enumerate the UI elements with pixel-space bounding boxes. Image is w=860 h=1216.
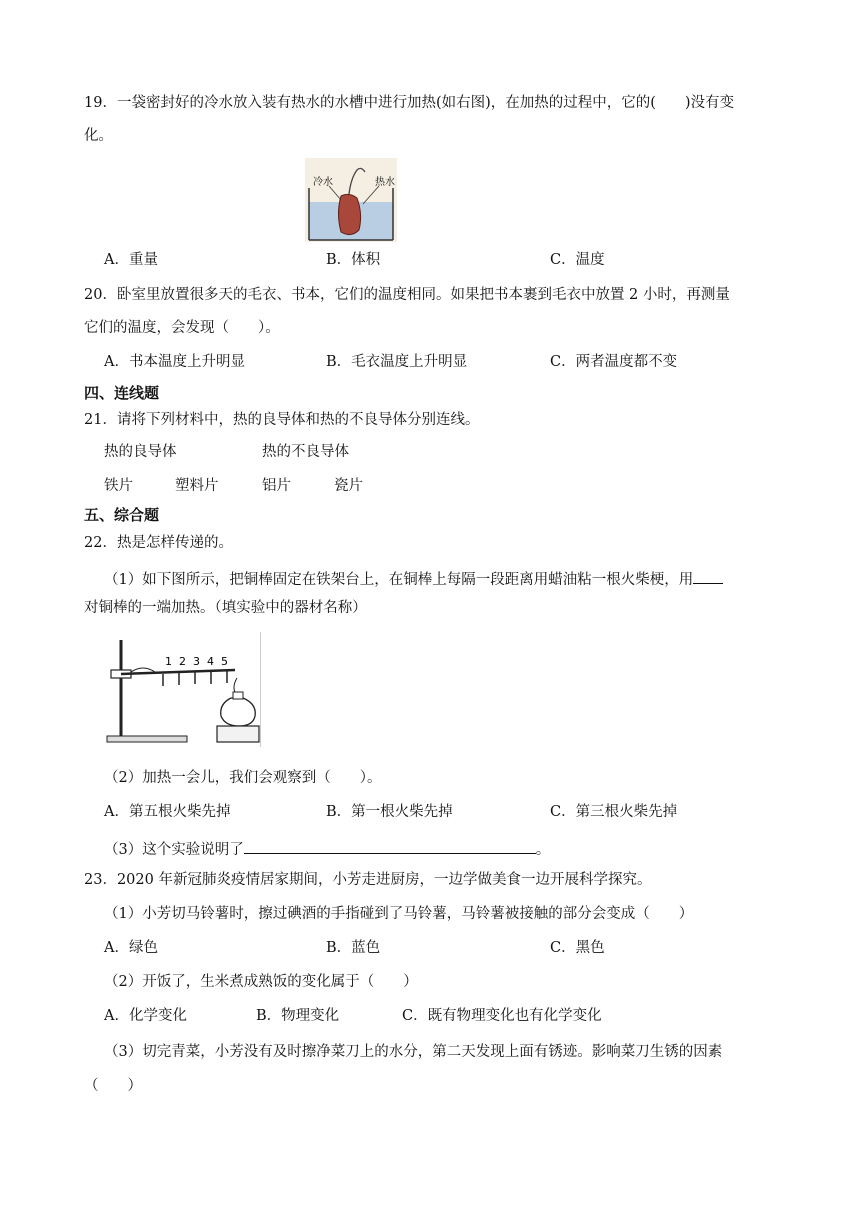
q19-option-b[interactable]: B．体积 bbox=[326, 252, 381, 268]
label-hot-water: 热水 bbox=[375, 177, 395, 188]
match-number-3: 3 bbox=[193, 655, 200, 668]
q20-stem-line1: 20．卧室里放置很多天的毛衣、书本，它们的温度相同。如果把书本裹到毛衣中放置 2 小时，再测量 bbox=[84, 287, 730, 303]
match-number-2: 2 bbox=[179, 655, 186, 668]
match-number-5: 5 bbox=[221, 655, 228, 668]
q22-stem: 22．热是怎样传递的。 bbox=[84, 535, 233, 551]
q23-stem: 23．2020 年新冠肺炎疫情居家期间，小芳走进厨房，一边学做美食一边开展科学探究。 bbox=[84, 872, 652, 888]
q19-stem-line2: 化。 bbox=[84, 128, 113, 144]
alcohol-lamp bbox=[221, 698, 256, 726]
q23-part1-option-c[interactable]: C．黑色 bbox=[550, 940, 605, 956]
section-heading-matching: 四、连线题 bbox=[84, 384, 160, 402]
q23-part3-line1: （3）切完青菜，小芳没有及时擦净菜刀上的水分，第二天发现上面有锈迹。影响菜刀生锈的因素 bbox=[104, 1044, 723, 1060]
q22-part2-option-c[interactable]: C．第三根火柴先掉 bbox=[550, 804, 678, 820]
q21-stem: 21．请将下列材料中，热的良导体和热的不良导体分别连线。 bbox=[84, 412, 480, 428]
iron-stand-base bbox=[107, 736, 187, 742]
q22-part3-text: （3）这个实验说明了 bbox=[104, 842, 244, 858]
q20-option-c[interactable]: C．两者温度都不变 bbox=[550, 354, 678, 370]
q23-part1-option-b[interactable]: B．蓝色 bbox=[326, 940, 381, 956]
q22-part1-line2: 对铜棒的一端加热。（填实验中的器材名称） bbox=[84, 600, 367, 616]
q19-stem-line1: 19．一袋密封好的冷水放入装有热水的水槽中进行加热(如右图)，在加热的过程中，它的( )没有变 bbox=[84, 95, 735, 111]
q22-part3-line bbox=[104, 837, 550, 860]
q22-part3-end: 。 bbox=[535, 842, 551, 858]
q23-part1-stem: （1）小芳切马铃薯时，擦过碘酒的手指碰到了马铃薯，马铃薯被接触的部分会变成（ ） bbox=[104, 906, 694, 922]
q22-part2-option-b[interactable]: B．第一根火柴先掉 bbox=[326, 804, 453, 820]
match-number-4: 4 bbox=[207, 655, 214, 668]
q20-option-a[interactable]: A．书本温度上升明显 bbox=[104, 354, 245, 370]
q22-part1-blank[interactable] bbox=[693, 567, 723, 584]
q19-option-c[interactable]: C．温度 bbox=[550, 252, 605, 268]
q20-stem-line2: 它们的温度，会发现（ ）。 bbox=[84, 320, 280, 336]
q22-part1-text: （1）如下图所示，把铜棒固定在铁架台上，在铜棒上每隔一段距离用蜡油粘一根火柴梗，用 bbox=[104, 572, 694, 588]
q23-part2-option-b[interactable]: B．物理变化 bbox=[256, 1008, 340, 1024]
match-number-1: 1 bbox=[165, 655, 172, 668]
q23-part3-line2: （ ） bbox=[84, 1078, 142, 1094]
q21-item-plastic[interactable]: 塑料片 bbox=[175, 478, 219, 494]
q21-item-porcelain[interactable]: 瓷片 bbox=[334, 478, 363, 494]
label-cold-water: 冷水 bbox=[313, 177, 333, 188]
q20-option-b[interactable]: B．毛衣温度上升明显 bbox=[326, 354, 468, 370]
q22-part3-blank[interactable] bbox=[244, 837, 536, 854]
q22-figure-heat-conduction bbox=[103, 632, 261, 747]
q23-part1-option-a[interactable]: A．绿色 bbox=[104, 940, 158, 956]
q19-figure-water-tank bbox=[305, 158, 397, 242]
q21-item-iron[interactable]: 铁片 bbox=[104, 478, 133, 494]
section-heading-comprehensive: 五、综合题 bbox=[84, 506, 160, 524]
q22-part2-option-a[interactable]: A．第五根火柴先掉 bbox=[104, 804, 231, 820]
q21-category-good-conductor[interactable]: 热的良导体 bbox=[104, 444, 177, 460]
q23-part2-option-a[interactable]: A．化学变化 bbox=[104, 1008, 187, 1024]
q21-category-poor-conductor[interactable]: 热的不良导体 bbox=[262, 444, 349, 460]
lamp-block bbox=[217, 726, 259, 742]
q21-item-aluminum[interactable]: 铝片 bbox=[262, 478, 291, 494]
q22-part1-line1 bbox=[104, 567, 723, 590]
q23-part2-stem: （2）开饭了，生米煮成熟饭的变化属于（ ） bbox=[104, 974, 418, 990]
q22-part2-stem: （2）加热一会儿，我们会观察到（ ）。 bbox=[104, 770, 382, 786]
q19-option-a[interactable]: A．重量 bbox=[104, 252, 158, 268]
q23-part2-option-c[interactable]: C．既有物理变化也有化学变化 bbox=[402, 1008, 602, 1024]
cold-water-bag bbox=[339, 194, 361, 234]
